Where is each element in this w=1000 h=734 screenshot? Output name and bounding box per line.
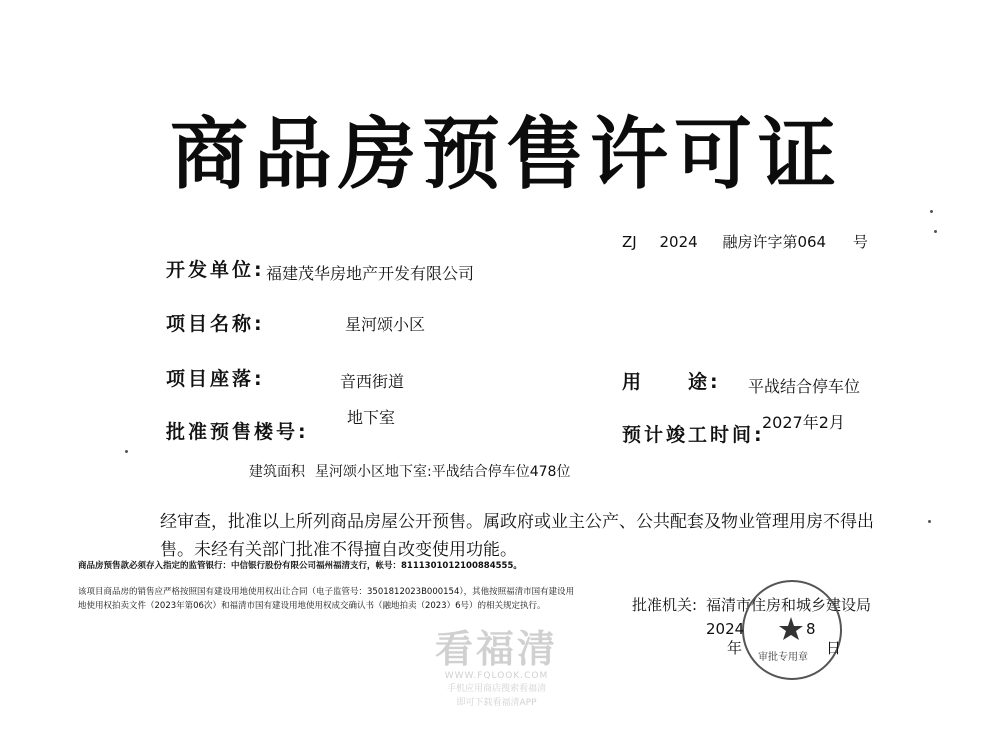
issue-year: 2024 [706,620,745,638]
area-value: 星河颂小区地下室:平战结合停车位478位 [315,464,571,480]
watermark-tip-2: 即可下载看福清APP [456,698,537,708]
approval-statement: 经审查，批准以上所列商品房屋公开预售。属政府或业主公产、公共配套及物业管理用房不得出售。未经有关部门批准不得擅自改变使用功能。 [160,512,874,560]
watermark [435,618,558,709]
permit-suffix: 号 [852,233,868,251]
sales-notice-line2: 地使用权拍卖文件（2023年第06次）和福清市国有建设用地使用权成交确认书（融地拍卖（2023）6号）的相关规定执行。 [78,601,546,611]
official-seal [742,580,842,680]
day-unit: 日 [826,639,842,657]
permit-serial: 融房许字第064 [722,233,827,251]
location-label: 项目座落: [166,368,265,390]
project-name-label: 项目名称: [166,313,265,335]
completion-label: 预计竣工时间: [622,424,765,446]
scan-speck [930,210,933,213]
scan-speck [934,230,937,233]
sales-notice-line1: 该项目商品房的销售应严格按照国有建设用地使用权出让合同（电子监管号：3501812023B000154），其他按照福清市国有建设用 [78,587,575,597]
building-value: 地下室 [347,408,396,427]
area-label: 建筑面积 [249,464,305,480]
developer-label: 开发单位: [166,259,265,281]
scan-speck [125,450,128,453]
authority-label: 批准机关: [632,596,698,614]
seal-star-icon [778,616,804,642]
location-value: 音西街道 [340,372,405,391]
issue-month: 8 [806,620,816,638]
scan-speck [928,520,931,523]
building-label: 批准预售楼号: [166,421,309,443]
usage-label: 用 途: [622,371,721,393]
watermark-name: 看福清 [435,627,559,671]
year-unit: 年 [727,639,743,657]
seal-text: 审批专用章 [758,652,808,663]
completion-value: 2027年2月 [762,413,845,432]
developer-value: 福建茂华房地产开发有限公司 [266,264,475,283]
project-name-value: 星河颂小区 [345,315,426,334]
authority-value: 福清市住房和城乡建设局 [706,596,872,614]
permit-prefix: ZJ [622,233,637,251]
permit-number [622,231,868,252]
usage-value: 平战结合停车位 [748,377,861,396]
watermark-url: WWW.FQLOOK.COM [444,671,549,681]
permit-year: 2024 [659,233,698,251]
watermark-tip-1: 手机应用商店搜索看福清 [447,684,547,694]
bank-notice: 商品房预售款必须存入指定的监管银行：中信银行股份有限公司福州福清支行，帐号：8111301012100884555。 [78,561,522,571]
document-title: 商品房预售许可证 [170,109,843,200]
